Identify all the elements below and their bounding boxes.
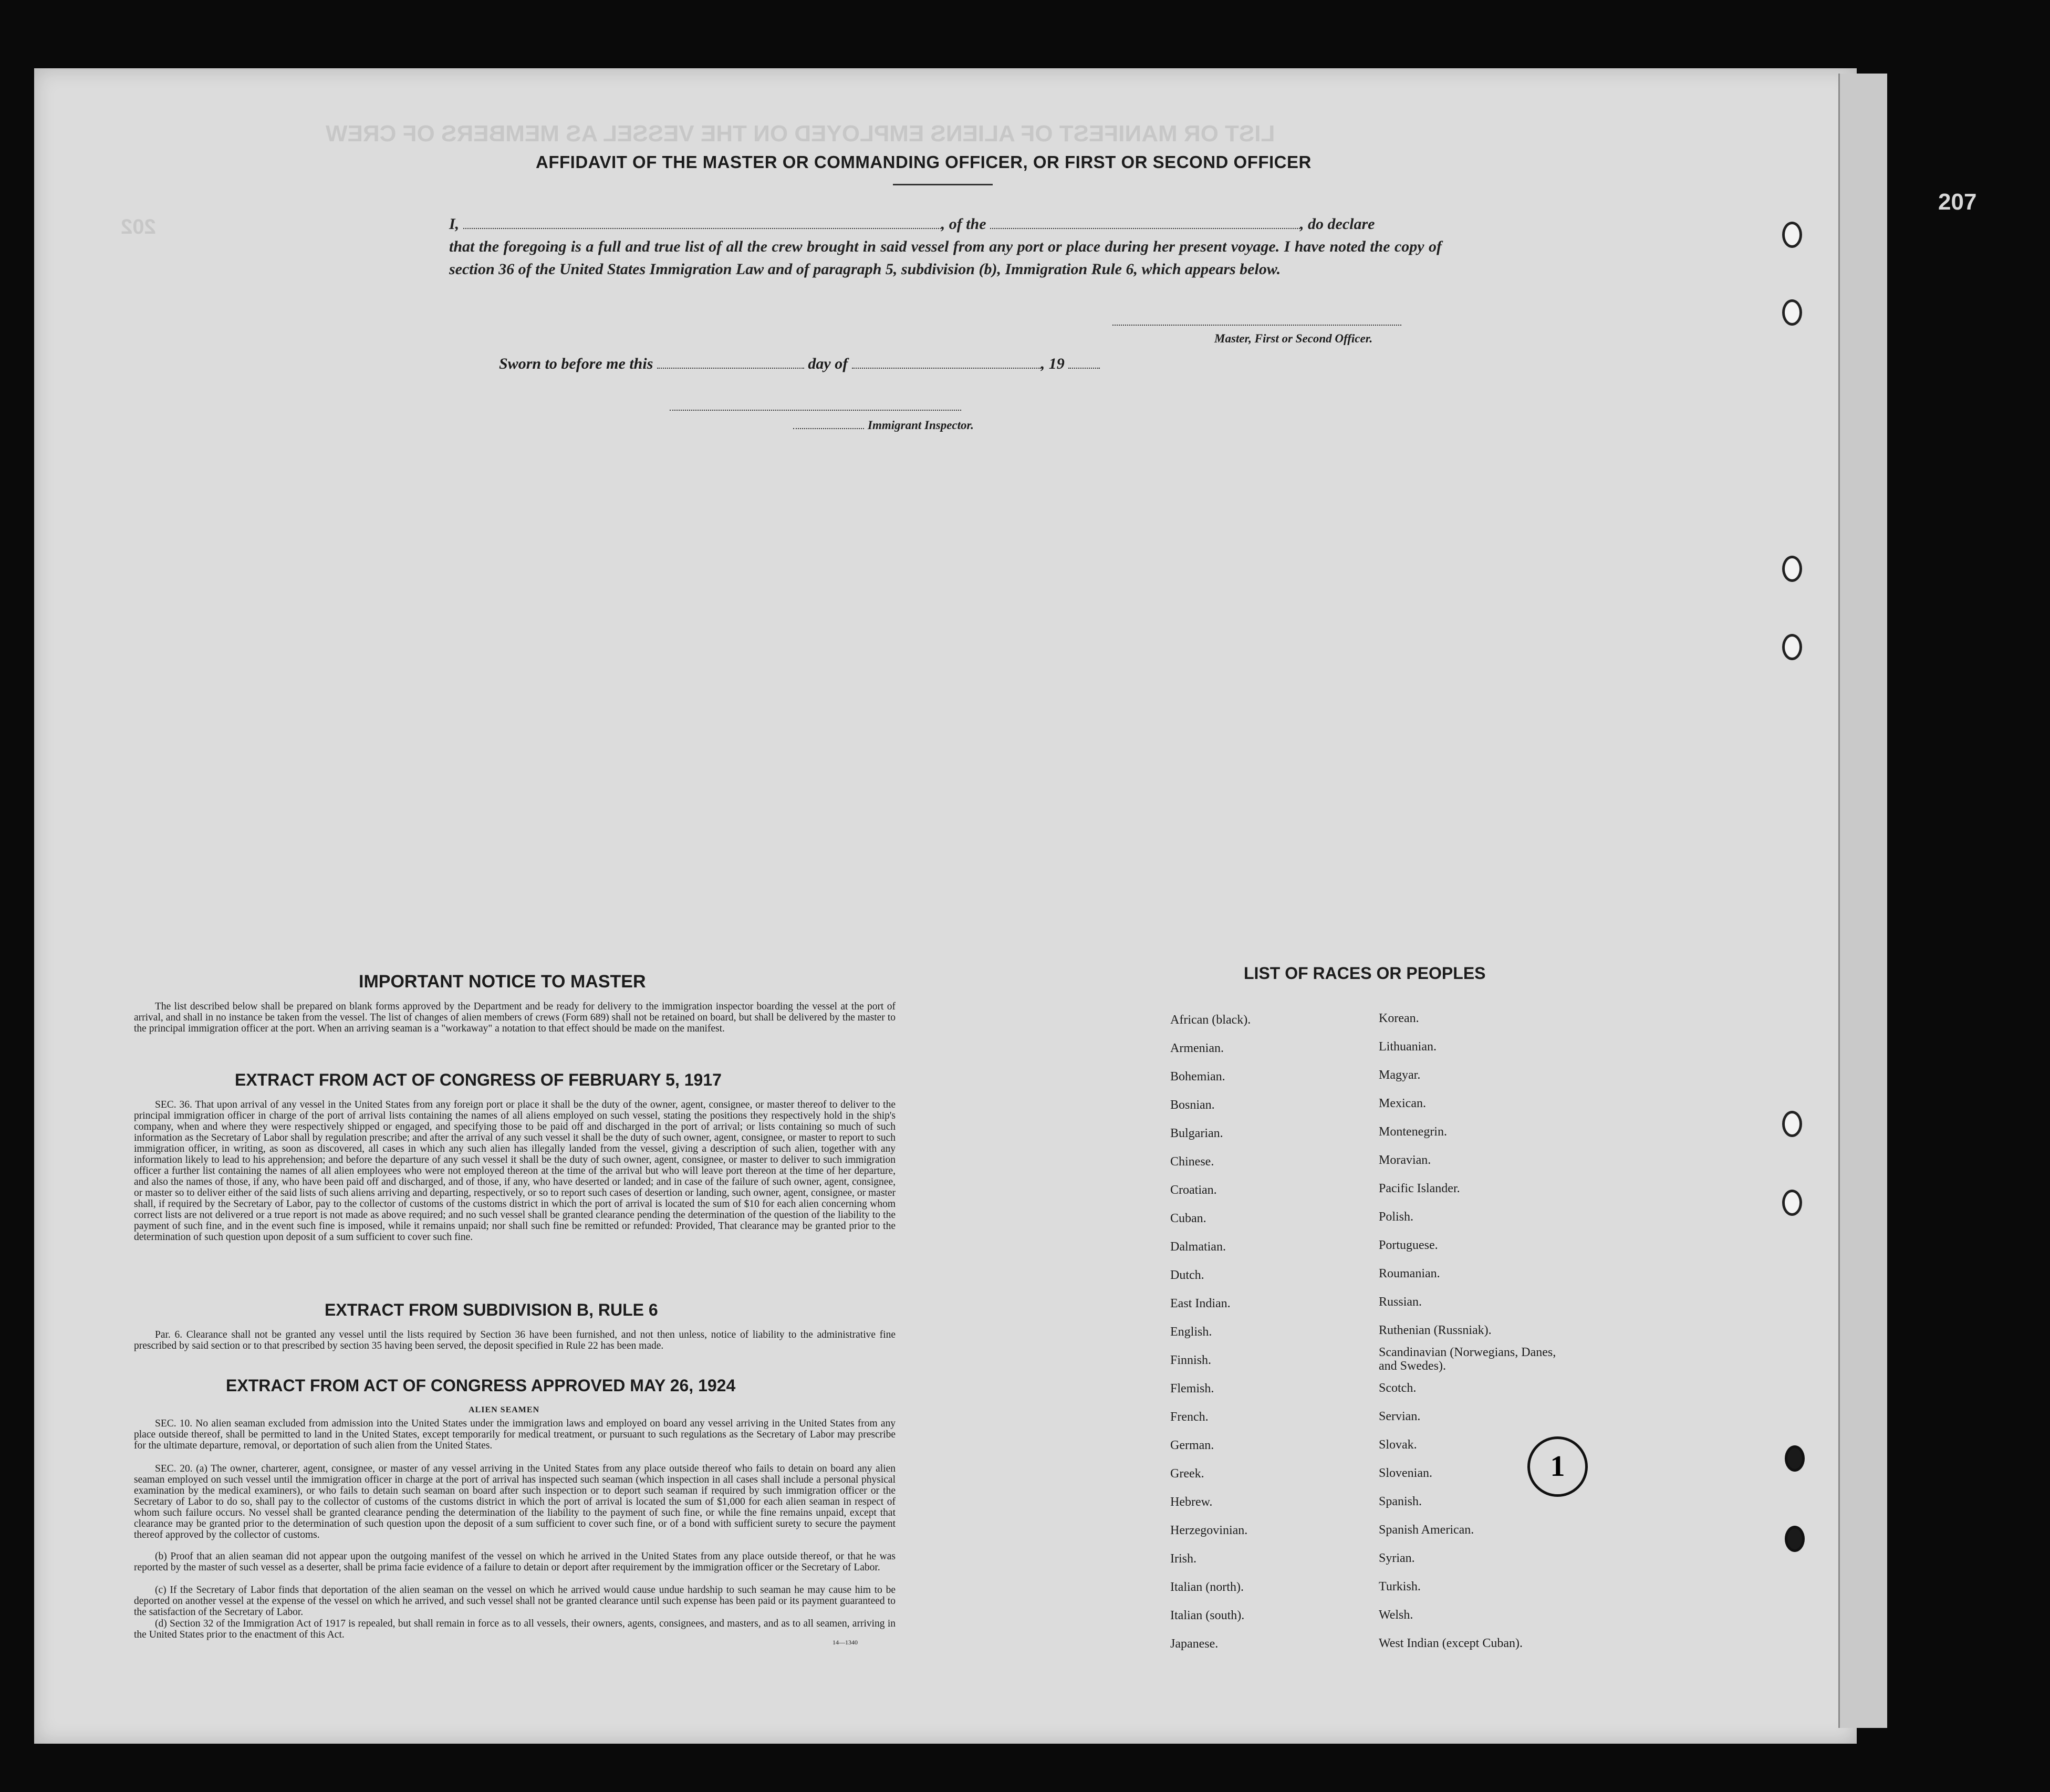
punch-hole <box>1782 299 1802 326</box>
bleed-through-heading: LIST OR MANIFEST OF ALIENS EMPLOYED ON THE VESSEL AS MEMBERS OF CREW <box>326 121 1275 147</box>
extract-1917-text: SEC. 36. That upon arrival of any vessel in the United States from any foreign port or place it shall be the duty of the owner, agent, consignee, or master thereof to deliver to the principal immigration officer in charge of the port of arrival lists containing the names of all aliens employed on such vessel, stating the positions they respectively hold in the ship's company, when and where they were respectively shipped or engaged, and specifying those to be paid off and discharged in the port of arrival; or lists containing so much of such information as the Secretary of Labor shall by regulation prescribe; and after the arrival of any such vessel it shall be the duty of such owner, agent, consignee, or master to report to such immigration officer, in writing, as soon as discovered, all cases in which any such alien has illegally landed from the vessel, giving a description of such alien, together with any information likely to lead to his apprehension; and before the departure of any such vessel it shall be the duty of such owner, agent, consignee, or master to deliver to such immigration officer a further list containing the names of all alien employees who were not employed thereon at the time of the arrival but who will leave port thereon at the time of her departure, and also the names of those, if any, who have been paid off and discharged, and of those, if any, who have deserted or landed; and in case of the failure of such owner, agent, consignee, or master so to deliver either of the said lists of such aliens arriving and departing, respectively, or so to report such cases of desertion or landing, such owner, agent, consignee, or master shall, if required by the Secretary of Labor, pay to the collector of customs of the customs district in which the port of arrival is located the sum of $10 for each alien concerning whom correct lists are not delivered or a true report is not made as above required; and no such vessel shall be granted clearance pending the determination of the question of the liability to the payment of such fine, and in the event such fine is imposed, while it remains unpaid; nor shall such fine be remitted or refunded: Provided, That clearance may be granted prior to the determination of such question upon deposit of a sum sufficient to cover such fine. <box>134 1099 896 1243</box>
race-item: Finnish. <box>1170 1353 1212 1367</box>
extract-1924-sec20b: (b) Proof that an alien seaman did not appear upon the outgoing manifest of the vessel on which he arrived in the United States from any place outside thereof, or that he was reported by the master of such vessel as a deserter, shall be prima facie evidence of a failure to detain or deport after requirement by the immigration officer or the Secretary of Labor. <box>134 1551 896 1573</box>
race-item: Japanese. <box>1170 1637 1219 1651</box>
race-item: Montenegrin. <box>1379 1125 1447 1139</box>
extract-1924-sec20c: (c) If the Secretary of Labor finds that deportation of the alien seaman on the vessel on which he arrived would cause undue hardship to such seaman he may cause him to be deported on another vessel at the expense of the vessel on which he arrived, and such vessel shall not be granted clearance until such expense has been paid or its payment guaranteed to the satisfaction of the Secretary of Labor. <box>134 1585 896 1618</box>
sworn-month-blank <box>852 368 1041 369</box>
race-item: Ruthenian (Russniak). <box>1379 1324 1492 1337</box>
extract-rule6-title: EXTRACT FROM SUBDIVISION B, RULE 6 <box>325 1300 658 1319</box>
inspector-line <box>670 410 961 411</box>
sworn-year: , 19 <box>1040 355 1065 372</box>
inspector-line-short <box>793 428 864 429</box>
margin-mark: 202 <box>121 215 156 238</box>
race-item: Russian. <box>1379 1295 1422 1309</box>
sworn-line <box>499 355 1100 373</box>
vessel-blank <box>990 228 1300 229</box>
punch-hole <box>1785 1526 1805 1552</box>
sworn-year-blank <box>1068 368 1100 369</box>
race-item: Bosnian. <box>1170 1098 1215 1112</box>
race-item: Bohemian. <box>1170 1070 1225 1083</box>
race-item: Spanish American. <box>1379 1523 1474 1537</box>
affidavit-body: that the foregoing is a full and true list of all the crew brought in said vessel from any port or place during her present voyage. I have noted the copy of section 36 of the United States Immigration Law and of paragraph 5, subdivision (b), Immigration Rule 6, which appears below. <box>449 238 1442 278</box>
notice-text: The list described below shall be prepared on blank forms approved by the Department and be ready for delivery to the immigration inspector boarding the vessel at the port of arrival, and shall in no instance be taken from the vessel. The list of changes of alien members of crews (Form 689) shall not be retained on board, but shall be delivered by the master to the principal immigration officer at the port. When an arriving seaman is a "workaway" a notation to that effect should be made on the manifest. <box>134 1001 896 1034</box>
sworn-day-of: day of <box>808 355 848 372</box>
punch-hole <box>1785 1445 1805 1472</box>
race-item: Dalmatian. <box>1170 1240 1226 1254</box>
race-item: Korean. <box>1379 1012 1419 1025</box>
race-item: Dutch. <box>1170 1268 1204 1282</box>
race-item: Italian (south). <box>1170 1609 1245 1622</box>
affidavit-of-the: , of the <box>941 215 986 233</box>
extract-1924-title: EXTRACT FROM ACT OF CONGRESS APPROVED MAY 26, 1924 <box>226 1376 736 1395</box>
punch-hole <box>1782 556 1802 582</box>
extract-1924-sec20d: (d) Section 32 of the Immigration Act of 1917 is repealed, but shall remain in force as to all vessels, their owners, agents, consignees, and masters, and as to all seamen, arriving in the United States prior to the enactment of this Act. <box>134 1618 896 1640</box>
races-title: LIST OF RACES OR PEOPLES <box>1244 964 1486 983</box>
signature-line <box>1112 325 1401 326</box>
page-number: 207 <box>1938 189 1977 215</box>
race-item: Moravian. <box>1379 1153 1431 1167</box>
race-item: Armenian. <box>1170 1041 1224 1055</box>
race-item: English. <box>1170 1325 1212 1339</box>
races-column-2 <box>1379 1004 1557 1658</box>
circled-stamp: 1 <box>1527 1436 1588 1497</box>
extract-1924-sec20a: SEC. 20. (a) The owner, charterer, agent, consignee, or master of any vessel arriving in the United States from any place outside thereof who fails to detain on board any alien seaman employed on such vessel until the immigration officer in charge at the port of arrival has inspected such seaman (which inspection in all cases shall include a personal physical examination by the medical examiners), or who fails to detain such seaman on board after such inspection or to deport such seaman if required by such immigration officer or the Secretary of Labor to do so, shall pay to the collector of customs of the customs district in which the port of arrival is located the sum of $1,000 for each alien seaman in respect of whom such failure occurs. No vessel shall be granted clearance pending the determination of the liability to the payment of such fine, or while the fine remains unpaid, except that clearance may be granted prior to the determination of such question upon the deposit of a sum sufficient to cover such fine, or of a bond with sufficient surety to secure the payment thereof approved by the collector of customs. <box>134 1463 896 1540</box>
extract-1917-title: EXTRACT FROM ACT OF CONGRESS OF FEBRUARY 5, 1917 <box>235 1070 722 1089</box>
race-item: German. <box>1170 1439 1214 1452</box>
punch-hole <box>1782 1111 1802 1137</box>
race-item: West Indian (except Cuban). <box>1379 1637 1523 1650</box>
race-item: Cuban. <box>1170 1212 1206 1225</box>
punch-hole <box>1782 634 1802 660</box>
inspector-label: Immigrant Inspector. <box>868 419 974 432</box>
race-item: Bulgarian. <box>1170 1127 1223 1140</box>
form-number: 14—1340 <box>833 1639 858 1646</box>
affidavit-declare: , do declare <box>1300 215 1375 233</box>
title-rule <box>893 184 993 185</box>
race-item: French. <box>1170 1410 1209 1424</box>
race-item: Slovenian. <box>1379 1466 1432 1480</box>
race-item: Scotch. <box>1379 1381 1417 1395</box>
signature-label: Master, First or Second Officer. <box>1214 332 1373 345</box>
extract-rule6-text: Par. 6. Clearance shall not be granted any vessel until the lists required by Section 36 have been furnished, and not then unless, notice of liability to the administrative fine prescribed by said section or to that prescribed by section 35 having been served, the deposit specified in Rule 22 has been made. <box>134 1329 896 1351</box>
race-item: Herzegovinian. <box>1170 1524 1248 1537</box>
race-item: Lithuanian. <box>1379 1040 1437 1054</box>
race-item: Hebrew. <box>1170 1495 1213 1509</box>
race-item: African (black). <box>1170 1013 1251 1027</box>
race-item: Spanish. <box>1379 1495 1422 1508</box>
affidavit-declaration <box>449 213 1447 280</box>
punch-hole <box>1782 1190 1802 1216</box>
race-item: Scandinavian (Norwegians, Danes, and Swedes). <box>1379 1346 1556 1373</box>
sworn-day-blank <box>657 368 804 369</box>
race-item: Irish. <box>1170 1552 1196 1566</box>
notice-title: IMPORTANT NOTICE TO MASTER <box>359 972 646 992</box>
race-item: East Indian. <box>1170 1297 1231 1310</box>
affidavit-i: I, <box>449 215 460 233</box>
race-item: Mexican. <box>1379 1097 1426 1110</box>
race-item: Portuguese. <box>1379 1238 1438 1252</box>
extract-1924-subtitle: ALIEN SEAMEN <box>469 1405 540 1414</box>
race-item: Greek. <box>1170 1467 1204 1481</box>
race-item: Turkish. <box>1379 1580 1421 1593</box>
extract-1924-sec10: SEC. 10. No alien seaman excluded from admission into the United States under the immigration laws and employed on board any vessel arriving in the United States from any place outside thereof, shall be permitted to land in the United States, except temporarily for medical treatment, or pursuant to such regulations as the Secretary of Labor may prescribe for the ultimate departure, removal, or deportation of such alien from the United States. <box>134 1418 896 1451</box>
name-blank <box>463 228 941 229</box>
race-item: Servian. <box>1379 1410 1421 1423</box>
race-item: Polish. <box>1379 1210 1414 1224</box>
race-item: Italian (north). <box>1170 1580 1244 1594</box>
underlying-page-edge <box>1838 74 1887 1728</box>
race-item: Croatian. <box>1170 1183 1217 1197</box>
race-item: Chinese. <box>1170 1155 1214 1169</box>
race-item: Roumanian. <box>1379 1267 1440 1280</box>
punch-hole <box>1782 222 1802 248</box>
race-item: Slovak. <box>1379 1438 1417 1452</box>
race-item: Magyar. <box>1379 1068 1421 1082</box>
sworn-prefix: Sworn to before me this <box>499 355 653 372</box>
races-column-1 <box>1170 1006 1251 1658</box>
race-item: Pacific Islander. <box>1379 1182 1460 1195</box>
race-item: Syrian. <box>1379 1551 1415 1565</box>
affidavit-title: AFFIDAVIT OF THE MASTER OR COMMANDING OFFICER, OR FIRST OR SECOND OFFICER <box>536 152 1312 172</box>
race-item: Welsh. <box>1379 1608 1413 1622</box>
race-item: Flemish. <box>1170 1382 1214 1395</box>
